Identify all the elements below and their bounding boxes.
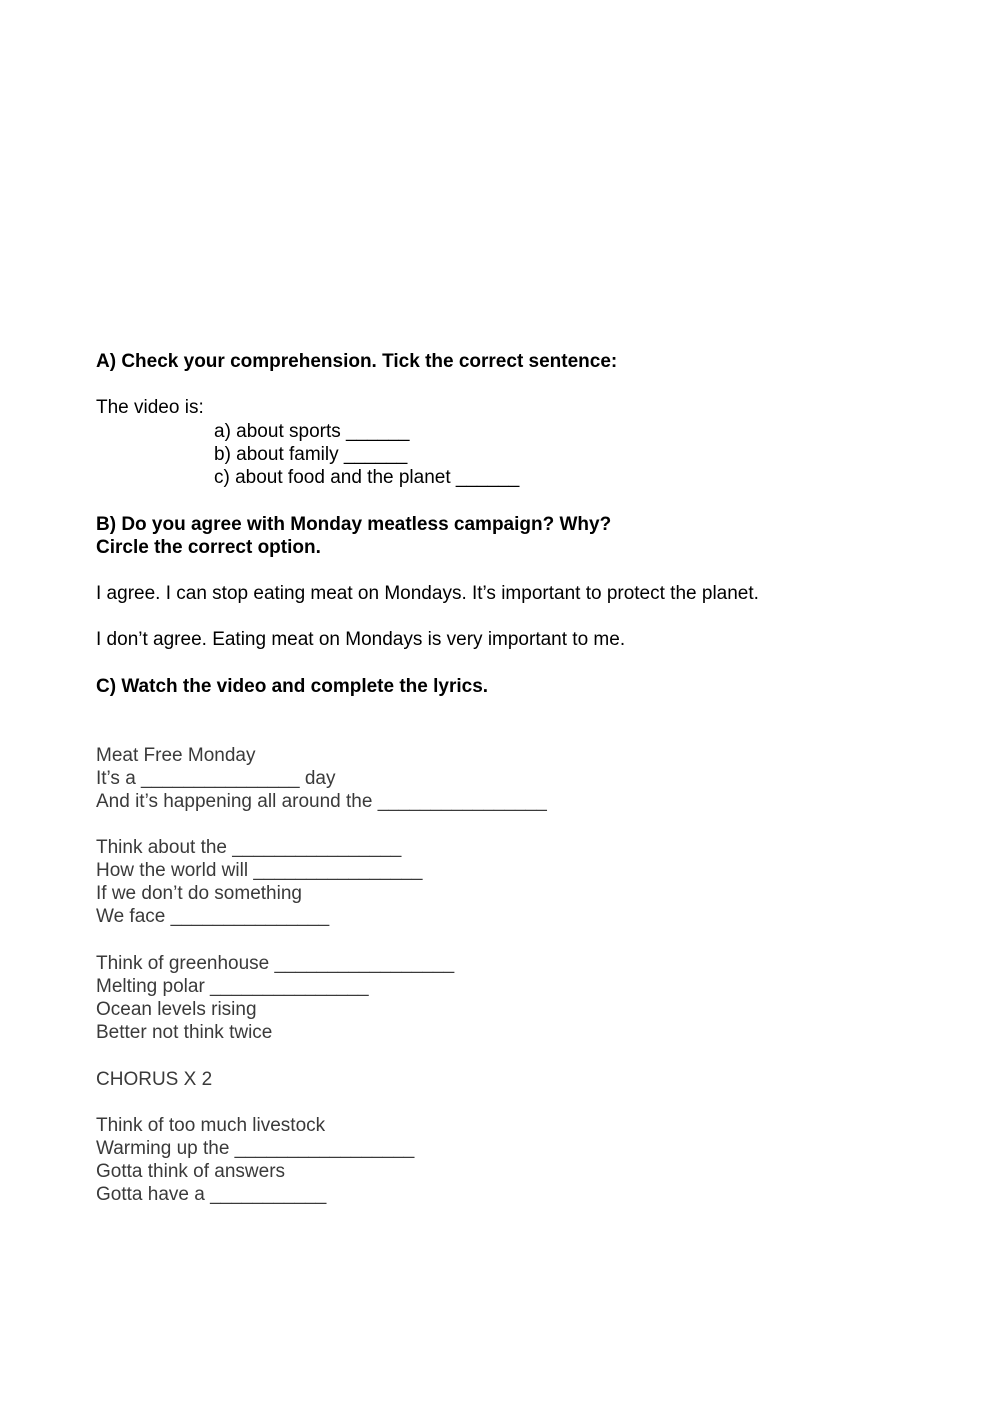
lyric-line: Ocean levels rising [96,999,257,1020]
lyric-line: Gotta think of answers [96,1161,286,1182]
option-b-family: b) about family ______ [214,444,408,465]
lyric-line: It’s a _______________ day [96,768,336,789]
section-b-heading: B) Do you agree with Monday meatless campaign? Why? [96,514,612,535]
lyric-line: Better not think twice [96,1022,273,1043]
lyric-line: Think of too much livestock [96,1115,326,1136]
option-disagree: I don’t agree. Eating meat on Mondays is very important to me. [96,629,626,650]
lyric-line: And it’s happening all around the ________________ [96,791,547,812]
section-a-heading: A) Check your comprehension. Tick the correct sentence: [96,351,618,372]
lyric-line: Meat Free Monday [96,745,256,766]
option-agree: I agree. I can stop eating meat on Mondays. It’s important to protect the planet. [96,583,759,604]
lyric-line: Think of greenhouse _________________ [96,953,455,974]
section-c-heading: C) Watch the video and complete the lyrics. [96,676,489,697]
chorus-marker: CHORUS X 2 [96,1069,213,1090]
lyric-line: We face _______________ [96,906,330,927]
section-b-instruction: Circle the correct option. [96,537,321,558]
lyric-line: Melting polar _______________ [96,976,369,997]
lyric-line: How the world will ________________ [96,860,423,881]
lyric-line: Warming up the _________________ [96,1138,415,1159]
option-a-sports: a) about sports ______ [214,421,410,442]
lyric-line: Gotta have a ___________ [96,1184,327,1205]
lyric-line: Think about the ________________ [96,837,402,858]
lyric-line: If we don’t do something [96,883,302,904]
section-a-prompt: The video is: [96,397,204,418]
option-c-food-planet: c) about food and the planet ______ [214,467,520,488]
